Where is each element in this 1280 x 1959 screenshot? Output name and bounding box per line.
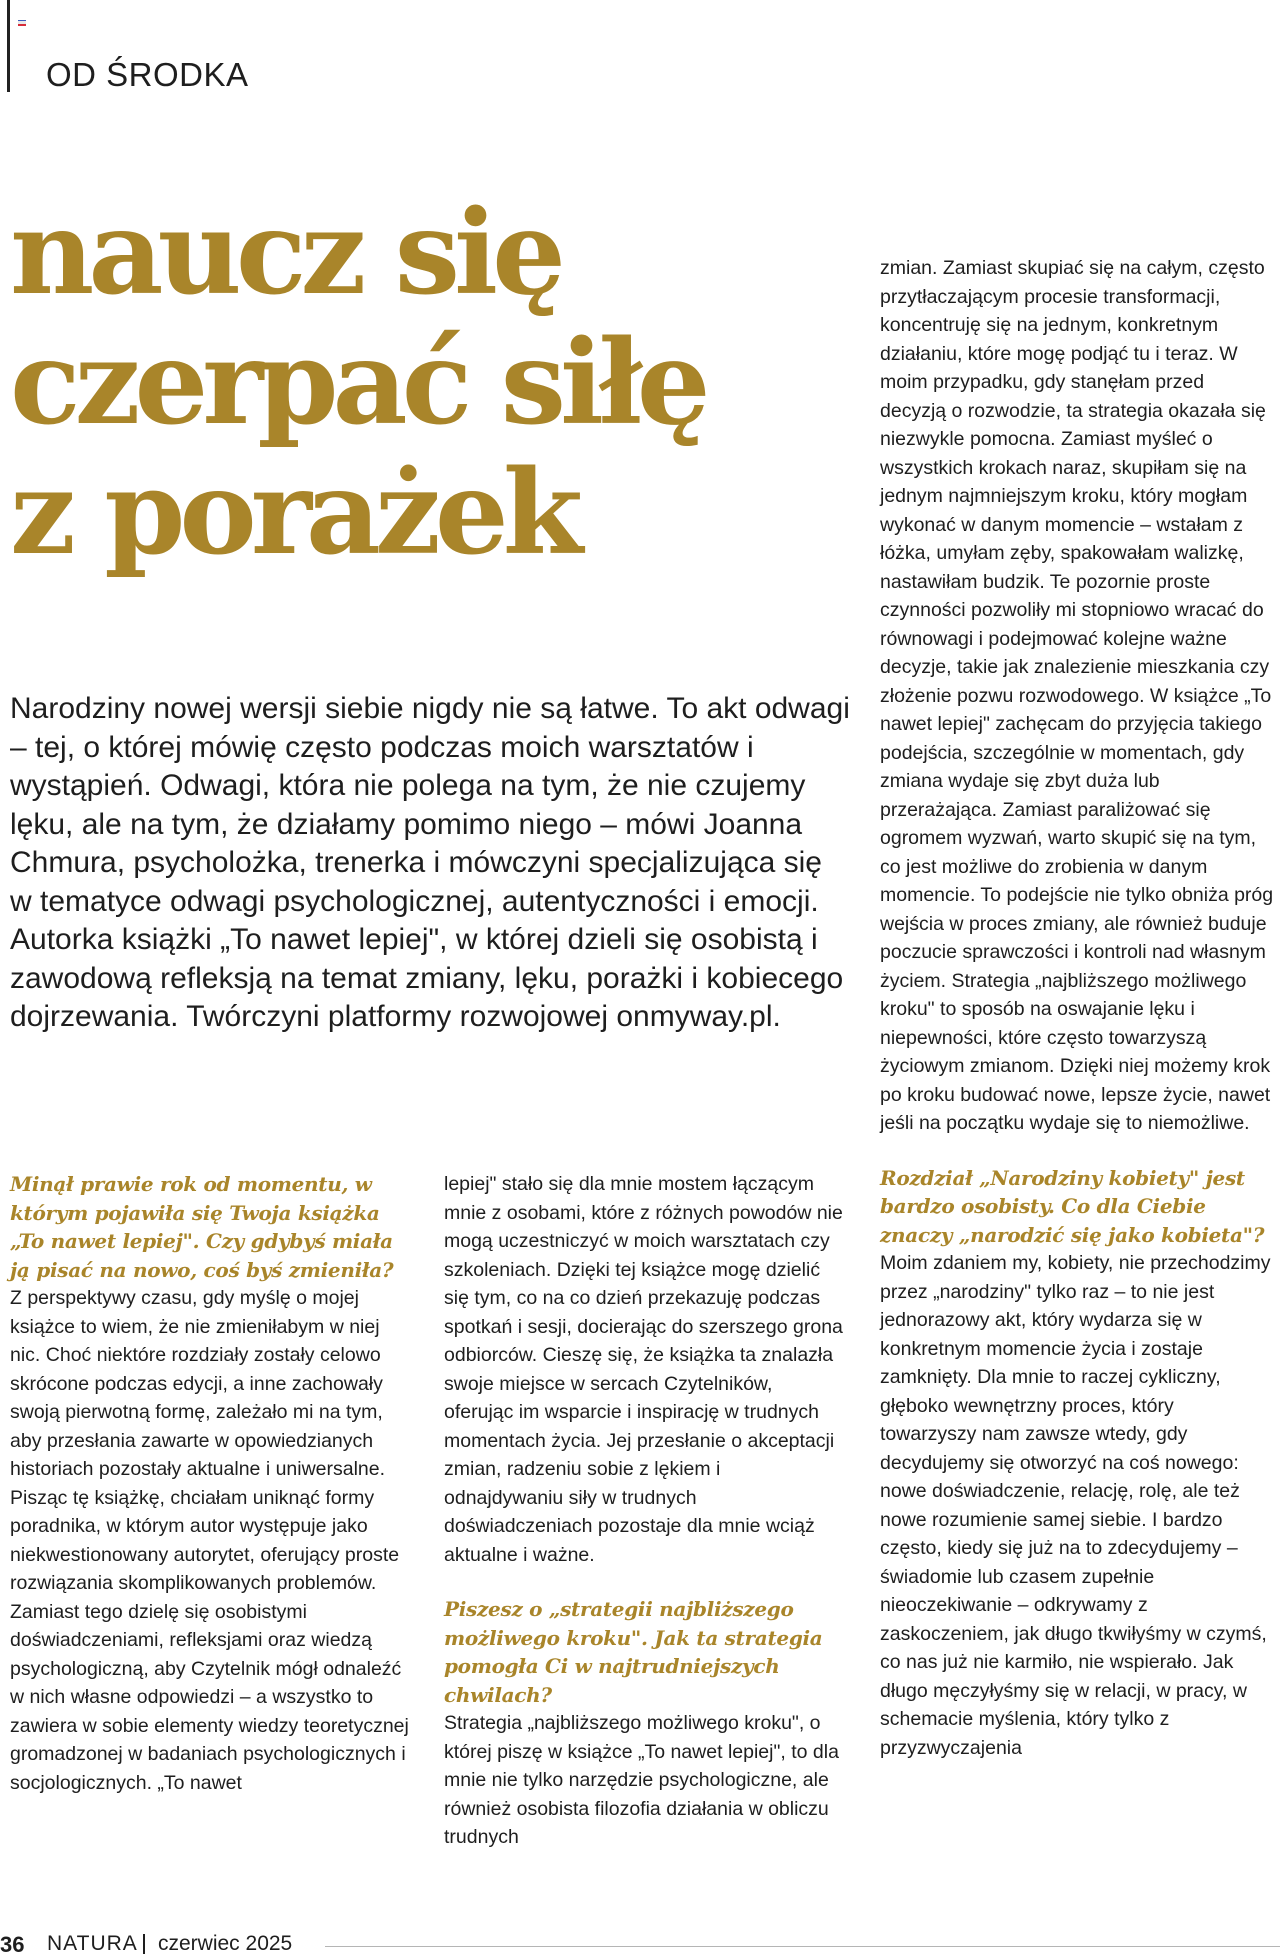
text-column-3: [880, 254, 1275, 1762]
footer-separator: [143, 1934, 145, 1954]
headline-line-1: naucz się: [10, 185, 560, 321]
interview-answer-2-start: Strategia „najbliższego możliwego kroku", o której piszę w książce „To nawet lepiej", to dla mnie nie tylko narzędzie psychologiczne, ale również osobista filozofia działania w obliczu trudnych: [444, 1712, 839, 1848]
text-column-2: [444, 1170, 844, 1852]
article-lead: Narodziny nowej wersji siebie nigdy nie są łatwe. To akt odwagi – tej, o której mówię często podczas moich warsztatów i wystąpień. Odwagi, która nie polega na tym, że nie czujemy lęku, ale na tym, że działamy pomimo niego – mówi Joanna Chmura, psycholożka, trenerka i mówczyni specjalizująca się w tematyce odwagi psychologicznej, autentyczności i emocji. Autorka książki „To nawet lepiej", w której dzieli się osobistą i zawodową refleksją na temat zmiany, lęku, porażki i kobiecego dojrzewania. Twórczyni platformy rozwojowej onmyway.pl.: [10, 692, 850, 1033]
page-number: 36: [0, 1932, 25, 1957]
text-column-1: [10, 1170, 410, 1797]
flag-icon: [18, 20, 26, 26]
interview-question-3: Rozdział „Narodziny kobiety" jest bardzo osobisty. Co dla Ciebie znaczy „narodzić się jako kobieta"?: [880, 1165, 1265, 1247]
interview-answer-3: Moim zdaniem my, kobiety, nie przechodzimy przez „narodziny" tylko raz – to nie jest jednorazowy akt, który wydarza się w konkretnym momencie życia i zostaje zamknięty. Dla mnie to raczej cykliczny, głęboko wewnętrzny proces, który towarzyszy nam zawsze wtedy, gdy decydujemy się otworzyć na coś nowego: nowe doświadczenie, relację, rolę, ale też nowe rozumienie samej siebie. I bardzo często, kiedy się już na to zdecydujemy – świadomie lub czasem zupełnie nieoczekiwanie – odkrywamy z zaskoczeniem, jak długo tkwiłyśmy w czymś, co nas już nie karmiło, nie wspierało. Jak długo męczyłyśmy się w relacji, w pracy, w schemacie myślenia, który tylko z przyzwyczajenia: [880, 1252, 1271, 1759]
interview-question-2: Piszesz o „strategii najbliższego możliwego kroku". Jak ta strategia pomogła Ci w najtrudniejszych chwilach?: [444, 1597, 823, 1707]
interview-question-1: Minął prawie rok od momentu, w którym pojawiła się Twoja książka „To nawet lepiej". Czy gdybyś miała ją pisać na nowo, coś byś zmieniła?: [10, 1172, 394, 1282]
footer-rule: [325, 1946, 1280, 1947]
section-label: OD ŚRODKA: [46, 56, 249, 93]
header-vertical-rule: [7, 0, 10, 92]
page-footer: [0, 1930, 1280, 1959]
headline-line-3: z porażek: [10, 445, 578, 581]
magazine-name: NATURA: [47, 1932, 138, 1955]
headline-line-2: czerpać siłę: [10, 315, 705, 451]
issue-date: czerwiec 2025: [158, 1932, 293, 1955]
interview-answer-2-end: zmian. Zamiast skupiać się na całym, często przytłaczającym procesie transformacji, koncentruję się na jednym, konkretnym działaniu, które mogę podjąć tu i teraz. W moim przypadku, gdy stanęłam przed decyzją o rozwodzie, ta strategia okazała się niezwykle pomocna. Zamiast myśleć o wszystkich krokach naraz, skupiłam się na jednym najmniejszym kroku, który mogłam wykonać w danym momencie – wstałam z łóżka, umyłam zęby, spakowałam walizkę, nastawiłam budzik. Te pozornie proste czynności pozwoliły mi stopniowo wracać do równowagi i podejmować kolejne ważne decyzje, takie jak znalezienie mieszkania czy złożenie pozwu rozwodowego. W książce „To nawet lepiej" zachęcam do przyjęcia takiego podejścia, szczególnie w momentach, gdy zmiana wydaje się zbyt duża lub przerażająca. Zamiast paraliżować się ogromem wyzwań, warto skupić się na tym, co jest możliwe do zrobienia w danym momencie. To podejście nie tylko obniża próg wejścia w proces zmiany, ale również buduje poczucie sprawczości i kontroli nad własnym życiem. Strategia „najbliższego możliwego kroku" to sposób na oswajanie lęku i niepewności, które często towarzyszą życiowym zmianom. Dzięki niej możemy krok po kroku budować nowe, lepsze życie, nawet jeśli na początku wydaje się to niemożliwe.: [880, 257, 1274, 1134]
article-headline: [10, 185, 870, 581]
interview-answer-1-end: lepiej" stało się dla mnie mostem łączącym mnie z osobami, które z różnych powodów nie mogą uczestniczyć w moich warsztatach czy szkoleniach. Dzięki tej książce mogę dzielić się tym, co na co dzień przekazuję podczas spotkań i sesji, docierając do szerszego grona odbiorców. Cieszę się, że książka ta znalazła swoje miejsce w sercach Czytelników, oferując im wsparcie i inspirację w trudnych momentach życia. Jej przesłanie o akceptacji zmian, radzeniu sobie z lękiem i odnajdywaniu siły w trudnych doświadczeniach pozostaje dla mnie wciąż aktualne i ważne.: [444, 1173, 843, 1566]
interview-answer-1-start: Z perspektywy czasu, gdy myślę o mojej książce to wiem, że nie zmieniłabym w niej nic. Choć niektóre rozdziały zostały celowo skrócone podczas edycji, a inne zachowały swoją pierwotną formę, zależało mi na tym, aby przesłania zawarte w opowiedzianych historiach pozostały aktualne i uniwersalne. Pisząc tę książkę, chciałam uniknąć formy poradnika, w którym autor występuje jako niekwestionowany autorytet, oferujący proste rozwiązania skomplikowanych problemów. Zamiast tego dzielę się osobistymi doświadczeniami, refleksjami oraz wiedzą psychologiczną, aby Czytelnik mógł odnaleźć w nich własne odpowiedzi – a wszystko to zawiera w sobie elementy wiedzy teoretycznej gromadzonej w badaniach psychologicznych i socjologicznych. „To nawet: [10, 1287, 409, 1794]
